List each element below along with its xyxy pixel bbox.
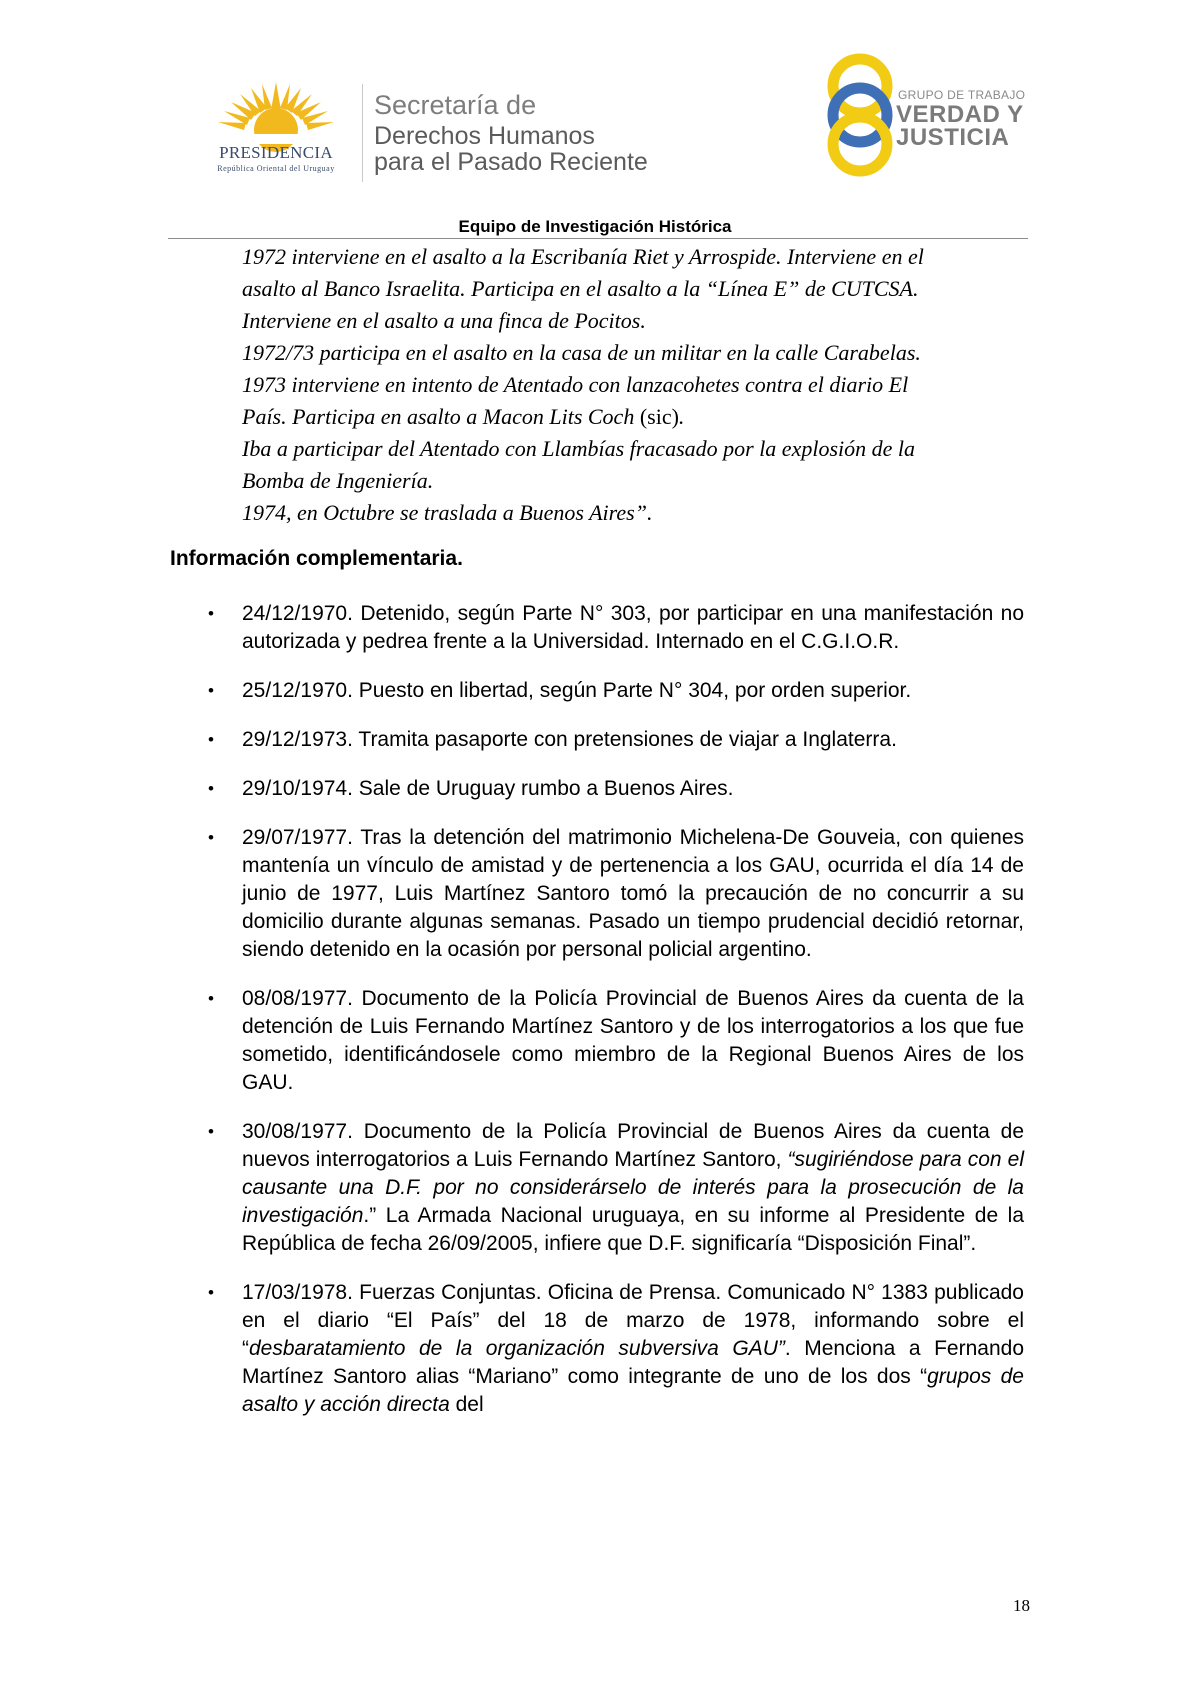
quote-line: 1972/73 participa en el asalto en la casa de un militar en la calle Carabelas.	[242, 340, 921, 365]
secretaria-line-2: Derechos Humanos	[374, 122, 595, 150]
list-item	[242, 1279, 1024, 1419]
section-title: Información complementaria.	[170, 547, 463, 570]
quote-line: asalto al Banco Israelita. Participa en el asalto a la “Línea E” de CUTCSA.	[242, 276, 919, 301]
quote-line: Bomba de Ingeniería.	[242, 468, 434, 493]
entry-text: . Menciona a Fernando Martínez Santoro alias “Mariano” como integrante de uno de los dos “	[242, 1337, 1025, 1388]
quote-line: Iba a participar del Atentado con Llambías fracasado por la explosión de la	[242, 436, 915, 461]
entry-text: .” La Armada Nacional uruguaya, en su informe al Presidente de la República de fecha 26/09/2005, infiere que D.F. significaría “Disposición Final”.	[242, 1204, 1024, 1255]
list-item: • 25/12/1970. Puesto en libertad, según Parte N° 304, por orden superior.	[242, 677, 1024, 705]
vj-logo-line-1: GRUPO DE TRABAJO	[898, 88, 1026, 102]
entry-italic-quote: “sugiriéndose para con el causante una D.F. por no considerárselo de interés para la prosecución de la investigación	[242, 1148, 1024, 1227]
list-item: • 24/12/1970. Detenido, según Parte N° 303, por participar en una manifestación no autorizada y pedrea frente a la Universidad. Internado en el C.G.I.O.R.	[242, 600, 1024, 656]
quote-line: Interviene en el asalto a una finca de Pocitos.	[242, 308, 646, 333]
vj-logo-line-2: VERDAD Y	[896, 101, 1024, 128]
vj-logo-line-3: JUSTICIA	[896, 124, 1010, 151]
quote-line: 1974, en Octubre se traslada a Buenos Aires”.	[242, 500, 653, 525]
secretaria-line-1: Secretaría de	[374, 90, 537, 120]
page-header	[0, 0, 1190, 250]
logo-divider	[362, 84, 363, 182]
entry-text: del	[449, 1393, 484, 1416]
list-item: • 29/07/1977. Tras la detención del matrimonio Michelena-De Gouveia, con quienes mantenía un vínculo de amistad y de pertenencia a los GAU, ocurrida el día 14 de junio de 1977, Luis Martínez Santoro tomó la precaución de no concurrir a su domicilio durante algunas semanas. Pasado un tiempo prudencial decidió retornar, siendo detenido en la ocasión por personal policial argentino.	[242, 824, 1024, 964]
entry-text: 30/08/1977. Documento de la Policía Provincial de Buenos Aires da cuenta de nuevos interrogatorios a Luis Fernando Martínez Santoro,	[242, 1120, 1024, 1171]
header-rule	[168, 238, 1028, 239]
entry-italic-quote: grupos de asalto y acción directa	[242, 1365, 1024, 1416]
presidencia-name: PRESIDENCIA	[219, 143, 333, 162]
secretaria-line-3: para el Pasado Reciente	[374, 148, 648, 176]
quote-sic: (sic)	[639, 404, 679, 429]
quote-block	[242, 241, 1032, 529]
quote-line-end: .	[678, 404, 685, 429]
page-number: 18	[1013, 1596, 1030, 1615]
list-item: • 29/12/1973. Tramita pasaporte con pretensiones de viajar a Inglaterra.	[242, 726, 1024, 754]
presidencia-subtitle: República Oriental del Uruguay	[217, 164, 335, 173]
quote-line-text: País. Participa en asalto a Macon Lits Coch	[242, 404, 640, 429]
quote-line: 1972 interviene en el asalto a la Escribanía Riet y Arrospide. Interviene en el	[242, 244, 924, 269]
team-heading: Equipo de Investigación Histórica	[458, 217, 732, 236]
list-item: • 29/10/1974. Sale de Uruguay rumbo a Buenos Aires.	[242, 775, 1024, 803]
list-item	[242, 1118, 1024, 1258]
verdad-justicia-logo-icon	[820, 52, 900, 178]
entry-text: 17/03/1978. Fuerzas Conjuntas. Oficina de Prensa. Comunicado N° 1383 publicado en el diario “El País” del 18 de marzo de 1978, informando sobre el “	[242, 1281, 1024, 1360]
quote-line: 1973 interviene en intento de Atentado con lanzacohetes contra el diario El	[242, 372, 909, 397]
quote-line	[242, 401, 1032, 433]
list-item: • 08/08/1977. Documento de la Policía Provincial de Buenos Aires da cuenta de la detención de Luis Fernando Martínez Santoro y de los interrogatorios a los que fue sometido, identificándosele como miembro de la Regional Buenos Aires de los GAU.	[242, 985, 1024, 1097]
entries-list	[242, 600, 1024, 1440]
entry-italic-quote: desbaratamiento de la organización subversiva GAU”	[249, 1337, 785, 1360]
